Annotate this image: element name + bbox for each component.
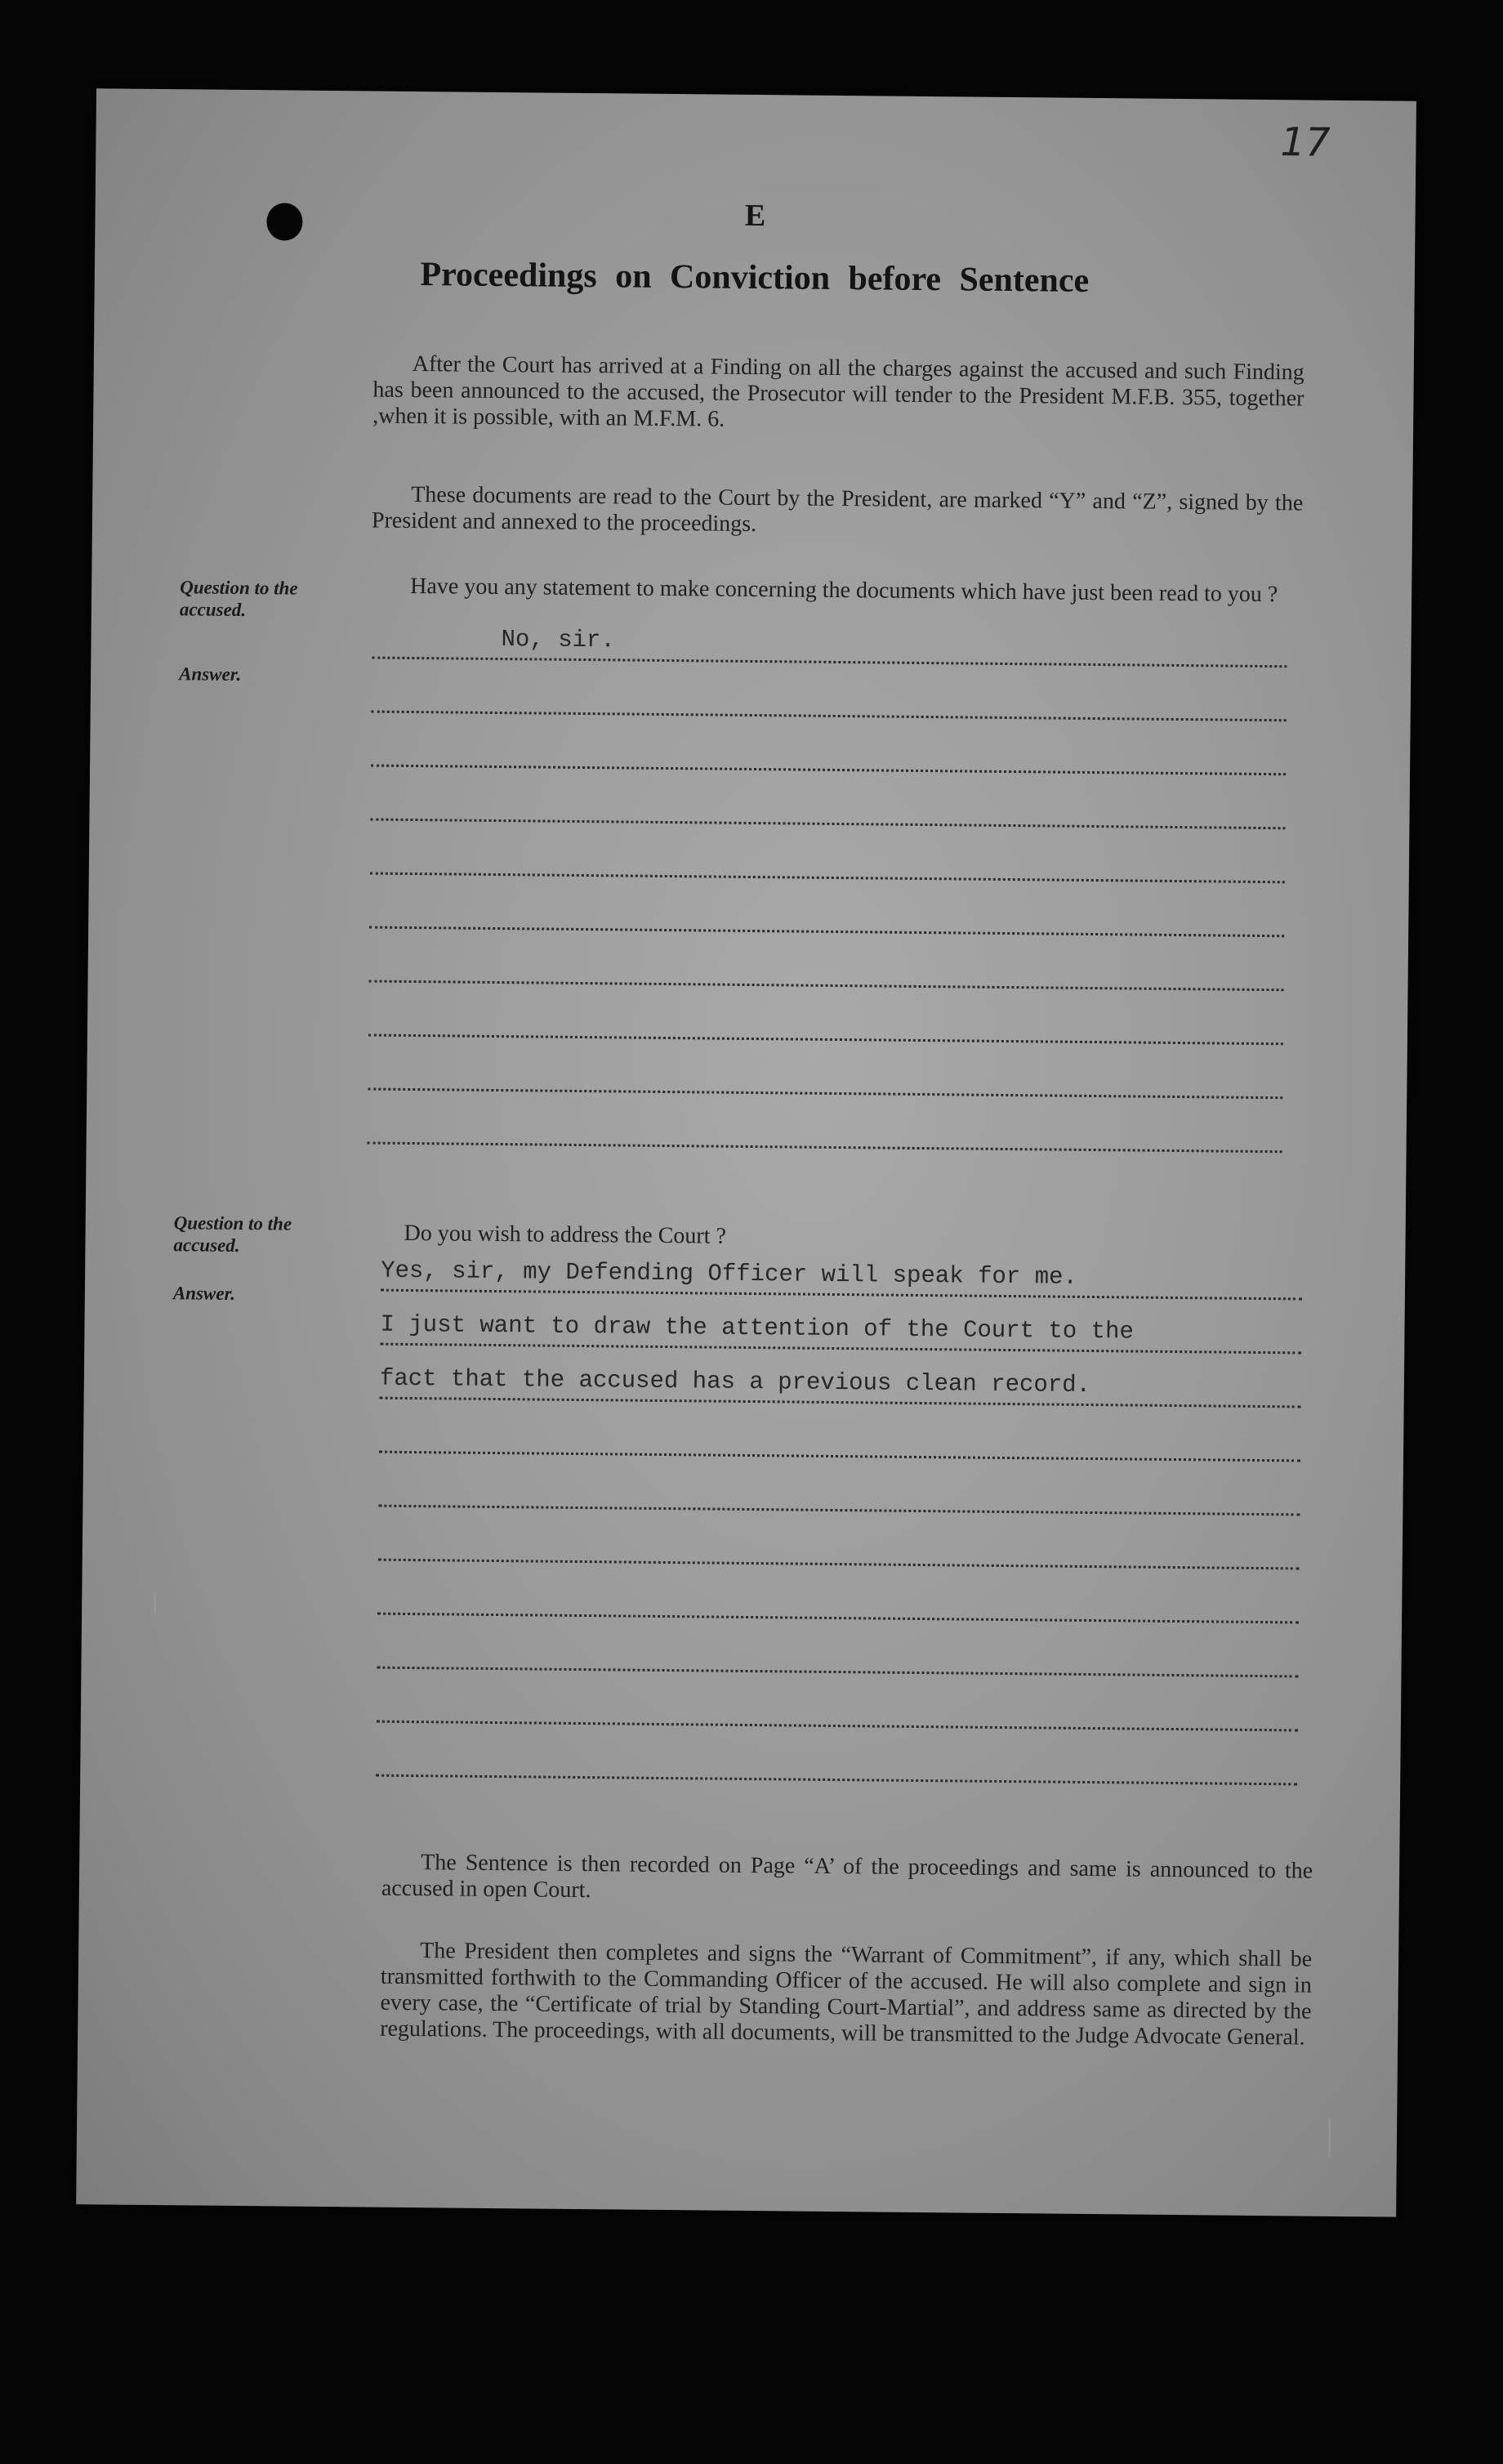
answer-2-line xyxy=(378,1538,1300,1570)
answer-2-line xyxy=(377,1645,1298,1678)
answer-2-text: fact that the accused has a previous clean record. xyxy=(379,1364,1091,1399)
answer-2-line xyxy=(377,1699,1298,1732)
closing-paragraph-2: The President then completes and signs the “Warrant of Commitment”, if any, which shall be transmitted forthwith to the Commanding Officer of the accused. He will also complete and sign in every case, the “Certificate of trial by Standing Court-Martial”, and address same as directed by the regulations. The proceedings, with all documents, will be transmitted to the Judge Advocate General. xyxy=(380,1938,1313,2051)
answer-1-text: No, sir. xyxy=(501,626,615,654)
intro-paragraph-2: These documents are read to the Court by the President, are marked “Y” and “Z”, signed by the President and annexed to the proceedings. xyxy=(371,481,1304,538)
answer-2-line xyxy=(379,1364,1301,1408)
answer-2-line xyxy=(380,1310,1301,1355)
page-title: Proceedings on Conviction before Sentence xyxy=(420,256,1090,300)
intro-paragraph-1: After the Court has arrived at a Finding on all the charges against the accused and such Finding has been announced to the accused, the Prosecutor will tender to the President M.F.B. 355, together ,when it is possible, with an M.F.M. 6. xyxy=(372,350,1305,432)
answer-1-line xyxy=(371,743,1286,776)
answer-1-label: Answer. xyxy=(179,663,242,685)
paper-scratch xyxy=(1328,2118,1331,2158)
question-1-margin-label: Question to the accused. xyxy=(179,577,298,621)
answer-2-line xyxy=(379,1430,1300,1462)
answer-2-line xyxy=(377,1591,1299,1624)
question-2-text: Do you wish to address the Court ? xyxy=(404,1220,727,1249)
answer-1-line xyxy=(368,1066,1282,1099)
answer-1-line xyxy=(372,690,1287,722)
question-2-margin-label: Question to the accused. xyxy=(173,1212,292,1256)
question-1-text: Have you any statement to make concerning the documents which have just been read to you ? xyxy=(410,573,1278,608)
answer-2-text: I just want to draw the attention of the Court to the xyxy=(380,1310,1135,1346)
answer-2-text: Yes, sir, my Defending Officer will speak for me. xyxy=(381,1257,1078,1291)
answer-1-line xyxy=(372,626,1287,668)
form-sheet xyxy=(76,88,1416,2216)
answer-1-line xyxy=(370,851,1285,884)
answer-1-line xyxy=(369,958,1284,991)
answer-2-label: Answer. xyxy=(172,1283,236,1304)
answer-1-line xyxy=(368,1012,1283,1045)
page-number: 17 xyxy=(1280,119,1331,166)
answer-1-line xyxy=(369,905,1284,938)
section-letter: E xyxy=(744,198,766,234)
paper-scratch xyxy=(154,1592,156,1614)
answer-1-line xyxy=(370,797,1285,830)
answer-2-line xyxy=(378,1484,1300,1516)
answer-1-line xyxy=(368,1120,1282,1153)
answer-2-line xyxy=(376,1753,1297,1786)
closing-paragraph-1: The Sentence is then recorded on Page “A’ of the proceedings and same is announced to the accused in open Court. xyxy=(381,1850,1313,1904)
answer-2-line xyxy=(381,1257,1302,1301)
